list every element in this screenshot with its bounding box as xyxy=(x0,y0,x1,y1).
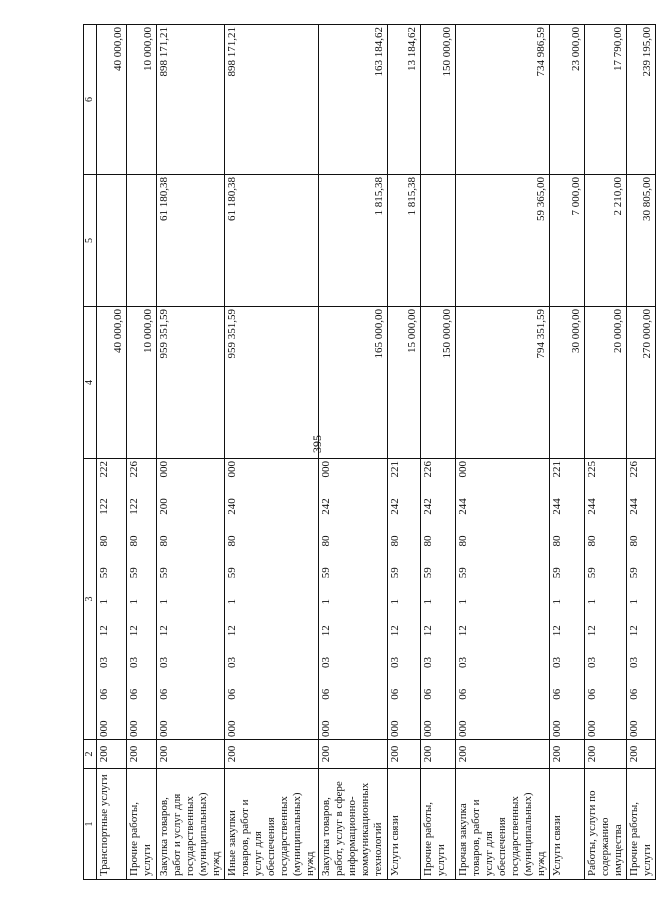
row-budget-code xyxy=(127,459,157,740)
row-grbs-code: 200 xyxy=(456,740,550,769)
budget-code-part: 12 xyxy=(551,625,563,637)
budget-code-part: 80 xyxy=(389,535,401,547)
row-grbs-code: 200 xyxy=(97,740,127,769)
row-grbs-code: 200 xyxy=(421,740,456,769)
budget-code-part: 06 xyxy=(320,688,332,700)
row-unexecuted-amount: 898 171,21 xyxy=(225,25,319,175)
table-row xyxy=(97,25,127,880)
budget-code-part: 000 xyxy=(320,720,332,737)
budget-code-part: 122 xyxy=(128,498,140,515)
budget-code-part: 06 xyxy=(226,688,238,700)
budget-table xyxy=(83,24,656,880)
row-unexecuted-amount: 239 195,00 xyxy=(627,25,656,175)
budget-code-part: 03 xyxy=(551,657,563,668)
budget-code-part: 000 xyxy=(320,461,332,478)
row-executed-amount xyxy=(421,175,456,307)
row-unexecuted-amount: 10 000,00 xyxy=(127,25,157,175)
header-row xyxy=(84,25,97,880)
row-budget-code xyxy=(550,459,585,740)
row-grbs-code: 200 xyxy=(388,740,421,769)
budget-code-part: 80 xyxy=(628,535,640,547)
header-col-2: 2 xyxy=(84,740,97,769)
row-approved-amount: 10 000,00 xyxy=(127,307,157,459)
budget-code-part: 80 xyxy=(226,535,238,547)
budget-code-part: 06 xyxy=(98,688,110,700)
table-row xyxy=(421,25,456,880)
budget-code-part: 1 xyxy=(158,599,170,605)
budget-code-part: 59 xyxy=(128,567,140,579)
row-executed-amount: 59 365,00 xyxy=(456,175,550,307)
budget-code-part: 03 xyxy=(128,657,140,668)
budget-code-part: 225 xyxy=(586,461,598,478)
budget-code-part: 000 xyxy=(551,720,563,737)
budget-code-part: 80 xyxy=(128,535,140,547)
budget-code-part: 242 xyxy=(389,498,401,515)
budget-code-part: 06 xyxy=(158,688,170,700)
budget-code-part: 80 xyxy=(457,535,469,547)
row-executed-amount: 30 805,00 xyxy=(627,175,656,307)
budget-code-part: 59 xyxy=(457,567,469,579)
row-unexecuted-amount: 17 790,00 xyxy=(585,25,627,175)
budget-code-part: 1 xyxy=(128,599,140,605)
row-grbs-code: 200 xyxy=(627,740,656,769)
row-approved-amount: 959 351,59 xyxy=(157,307,225,459)
row-grbs-code: 200 xyxy=(127,740,157,769)
row-grbs-code: 200 xyxy=(225,740,319,769)
row-name: Услуги связи xyxy=(550,769,585,880)
row-approved-amount: 270 000,00 xyxy=(627,307,656,459)
budget-code-part: 06 xyxy=(457,688,469,700)
row-name: Транспортные услуги xyxy=(97,769,127,880)
budget-code-part: 59 xyxy=(320,567,332,579)
budget-code-parts xyxy=(320,461,333,737)
budget-code-part: 000 xyxy=(389,720,401,737)
row-grbs-code: 200 xyxy=(585,740,627,769)
row-unexecuted-amount: 734 986,59 xyxy=(456,25,550,175)
row-name: Услуги связи xyxy=(388,769,421,880)
budget-code-part: 80 xyxy=(320,535,332,547)
budget-code-part: 1 xyxy=(389,599,401,605)
table-row xyxy=(225,25,319,880)
budget-code-part: 59 xyxy=(551,567,563,579)
row-approved-amount: 15 000,00 xyxy=(388,307,421,459)
row-approved-amount: 150 000,00 xyxy=(421,307,456,459)
header-col-6: 6 xyxy=(84,25,97,175)
budget-code-part: 80 xyxy=(98,535,110,547)
row-budget-code xyxy=(97,459,127,740)
row-unexecuted-amount: 13 184,62 xyxy=(388,25,421,175)
budget-code-part: 226 xyxy=(128,461,140,478)
budget-code-part: 000 xyxy=(457,720,469,737)
row-grbs-code: 200 xyxy=(319,740,388,769)
budget-code-part: 59 xyxy=(628,567,640,579)
budget-code-part: 200 xyxy=(158,498,170,515)
budget-code-part: 80 xyxy=(551,535,563,547)
row-approved-amount: 794 351,59 xyxy=(456,307,550,459)
budget-code-part: 000 xyxy=(98,720,110,737)
header-col-5: 5 xyxy=(84,175,97,307)
budget-code-part: 80 xyxy=(586,535,598,547)
row-name: Закупка товаров, работ, услуг в сфере информационно-коммуникационных технологий xyxy=(319,769,388,880)
budget-code-part: 000 xyxy=(422,720,434,737)
table-row xyxy=(127,25,157,880)
budget-code-part: 240 xyxy=(226,498,238,515)
budget-code-part: 12 xyxy=(320,625,332,637)
budget-code-part: 221 xyxy=(389,461,401,478)
budget-code-part: 59 xyxy=(422,567,434,579)
budget-code-part: 59 xyxy=(98,567,110,579)
table-row xyxy=(627,25,656,880)
row-budget-code xyxy=(157,459,225,740)
budget-code-part: 03 xyxy=(98,657,110,668)
budget-code-part: 03 xyxy=(457,657,469,668)
budget-code-part: 80 xyxy=(158,535,170,547)
row-executed-amount: 61 180,38 xyxy=(225,175,319,307)
budget-code-parts xyxy=(628,461,641,737)
budget-code-part: 12 xyxy=(128,625,140,637)
budget-code-parts xyxy=(457,461,470,737)
row-grbs-code: 200 xyxy=(157,740,225,769)
row-budget-code xyxy=(627,459,656,740)
budget-code-part: 12 xyxy=(586,625,598,637)
budget-code-part: 000 xyxy=(586,720,598,737)
row-unexecuted-amount: 23 000,00 xyxy=(550,25,585,175)
budget-code-part: 06 xyxy=(586,688,598,700)
budget-code-parts xyxy=(422,461,435,737)
budget-code-part: 222 xyxy=(98,461,110,478)
budget-code-part: 12 xyxy=(98,625,110,637)
budget-code-part: 06 xyxy=(128,688,140,700)
row-name: Прочие работы, услуги xyxy=(627,769,656,880)
row-executed-amount: 7 000,00 xyxy=(550,175,585,307)
row-unexecuted-amount: 163 184,62 xyxy=(319,25,388,175)
budget-code-part: 12 xyxy=(226,625,238,637)
header-col-3: 3 xyxy=(84,459,97,740)
budget-code-part: 242 xyxy=(320,498,332,515)
table-row xyxy=(550,25,585,880)
budget-code-part: 12 xyxy=(158,625,170,637)
row-grbs-code: 200 xyxy=(550,740,585,769)
row-name: Прочая закупка товаров, работ и услуг для обеспечения государственных (муниципальных) нужд xyxy=(456,769,550,880)
budget-code-part: 59 xyxy=(586,567,598,579)
row-budget-code xyxy=(319,459,388,740)
row-budget-code xyxy=(388,459,421,740)
table-row xyxy=(585,25,627,880)
budget-code-part: 59 xyxy=(389,567,401,579)
budget-code-part: 1 xyxy=(586,599,598,605)
budget-code-part: 244 xyxy=(457,498,469,515)
table-body xyxy=(97,25,656,880)
page-number: 395 xyxy=(310,435,324,453)
row-executed-amount xyxy=(97,175,127,307)
budget-code-part: 122 xyxy=(98,498,110,515)
budget-code-parts xyxy=(586,461,599,737)
row-budget-code xyxy=(421,459,456,740)
row-unexecuted-amount: 150 000,00 xyxy=(421,25,456,175)
budget-code-part: 03 xyxy=(389,657,401,668)
row-approved-amount: 40 000,00 xyxy=(97,307,127,459)
budget-code-part: 221 xyxy=(551,461,563,478)
budget-code-part: 59 xyxy=(158,567,170,579)
row-executed-amount: 2 210,00 xyxy=(585,175,627,307)
row-budget-code xyxy=(456,459,550,740)
row-name: Прочие работы, услуги xyxy=(421,769,456,880)
budget-code-part: 000 xyxy=(226,720,238,737)
budget-code-part: 06 xyxy=(551,688,563,700)
budget-code-part: 03 xyxy=(586,657,598,668)
table-row xyxy=(388,25,421,880)
row-approved-amount: 20 000,00 xyxy=(585,307,627,459)
row-approved-amount: 959 351,59 xyxy=(225,307,319,459)
row-unexecuted-amount: 40 000,00 xyxy=(97,25,127,175)
row-executed-amount: 61 180,38 xyxy=(157,175,225,307)
row-approved-amount: 165 000,00 xyxy=(319,307,388,459)
row-executed-amount: 1 815,38 xyxy=(319,175,388,307)
header-col-1: 1 xyxy=(84,769,97,880)
budget-code-part: 1 xyxy=(320,599,332,605)
budget-code-part: 59 xyxy=(226,567,238,579)
row-approved-amount: 30 000,00 xyxy=(550,307,585,459)
budget-code-part: 03 xyxy=(422,657,434,668)
budget-code-part: 1 xyxy=(457,599,469,605)
budget-code-parts xyxy=(226,461,239,737)
budget-code-part: 1 xyxy=(226,599,238,605)
budget-code-parts xyxy=(128,461,141,737)
budget-code-parts xyxy=(551,461,564,737)
budget-code-part: 244 xyxy=(551,498,563,515)
budget-code-part: 1 xyxy=(628,599,640,605)
row-unexecuted-amount: 898 171,21 xyxy=(157,25,225,175)
table-row xyxy=(157,25,225,880)
budget-code-part: 1 xyxy=(551,599,563,605)
budget-code-part: 03 xyxy=(628,657,640,668)
row-budget-code xyxy=(225,459,319,740)
budget-code-part: 000 xyxy=(628,720,640,737)
budget-code-part: 03 xyxy=(320,657,332,668)
budget-code-part: 80 xyxy=(422,535,434,547)
row-executed-amount: 1 815,38 xyxy=(388,175,421,307)
budget-code-part: 242 xyxy=(422,498,434,515)
budget-table-rotated xyxy=(83,25,653,880)
budget-code-part: 000 xyxy=(128,720,140,737)
budget-code-part: 1 xyxy=(98,599,110,605)
budget-code-parts xyxy=(389,461,402,737)
budget-code-parts xyxy=(98,461,111,737)
budget-code-part: 06 xyxy=(389,688,401,700)
row-name: Иные закупки товаров, работ и услуг для обеспечения государственных (муниципальных) нужд xyxy=(225,769,319,880)
budget-code-part: 1 xyxy=(422,599,434,605)
header-col-4: 4 xyxy=(84,307,97,459)
table-row xyxy=(319,25,388,880)
budget-code-part: 12 xyxy=(628,625,640,637)
row-budget-code xyxy=(585,459,627,740)
budget-code-part: 06 xyxy=(422,688,434,700)
budget-code-part: 03 xyxy=(226,657,238,668)
row-executed-amount xyxy=(127,175,157,307)
row-name: Прочие работы, услуги xyxy=(127,769,157,880)
budget-code-parts xyxy=(158,461,171,737)
row-name: Закупка товаров, работ и услуг для государственных (муниципальных) нужд xyxy=(157,769,225,880)
budget-code-part: 03 xyxy=(158,657,170,668)
budget-code-part: 000 xyxy=(457,461,469,478)
budget-code-part: 244 xyxy=(586,498,598,515)
row-name: Работы, услуги по содержанию имущества xyxy=(585,769,627,880)
budget-code-part: 226 xyxy=(628,461,640,478)
budget-code-part: 12 xyxy=(389,625,401,637)
budget-code-part: 06 xyxy=(628,688,640,700)
budget-code-part: 000 xyxy=(158,720,170,737)
budget-code-part: 000 xyxy=(158,461,170,478)
budget-code-part: 226 xyxy=(422,461,434,478)
budget-code-part: 244 xyxy=(628,498,640,515)
budget-code-part: 12 xyxy=(422,625,434,637)
budget-code-part: 12 xyxy=(457,625,469,637)
budget-code-part: 000 xyxy=(226,461,238,478)
table-row xyxy=(456,25,550,880)
